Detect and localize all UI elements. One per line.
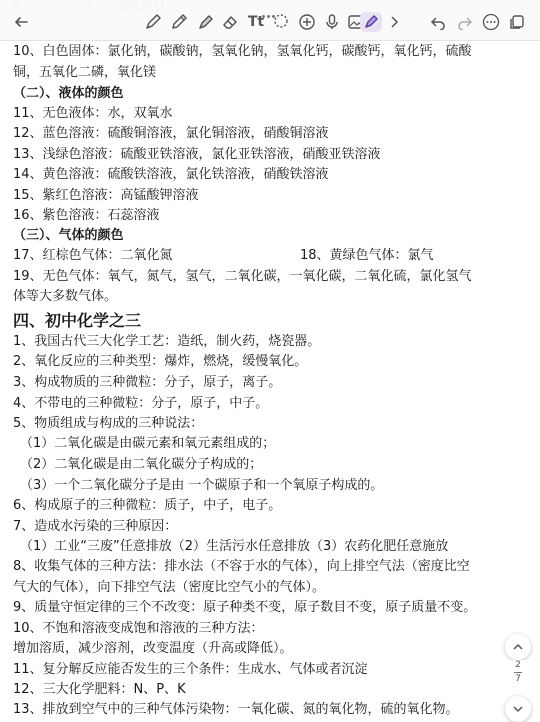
chevron-right-icon[interactable]	[384, 12, 404, 32]
scroll-down-button[interactable]	[505, 696, 531, 722]
pencil-icon[interactable]	[169, 12, 189, 32]
text-item: 17、红棕色气体：二氧化氮	[13, 248, 173, 263]
eraser-icon[interactable]	[220, 12, 240, 32]
microphone-icon[interactable]	[322, 12, 342, 32]
chapter-heading: 四、初中化学之三	[13, 311, 142, 330]
undo-icon[interactable]	[428, 12, 448, 32]
text-line: 13、浅绿色溶液：硫酸亚铁溶液，氯化亚铁溶液，硝酸亚铁溶液	[13, 147, 381, 162]
text-line: 4、不带电的三种微粒：分子，原子，中子。	[13, 396, 269, 411]
text-line: 10、白色固体：氯化钠，碳酸钠，氢氧化钠，氢氧化钙，碳酸钙，氧化钙，硫酸	[13, 44, 472, 59]
text-line: 16、紫色溶液：石蕊溶液	[13, 208, 160, 223]
text-line: 12、蓝色溶液：硫酸铜溶液，氯化铜溶液，硝酸铜溶液	[13, 126, 329, 141]
text-line: 气大的气体），向下排空气法（密度比空气小的气体）。	[13, 580, 326, 595]
text-line: 5、物质组成与构成的三种说法：	[13, 416, 204, 431]
text-line: （1）工业“三废”任意排放（2）生活污水任意排放（3）农药化肥任意施放	[20, 539, 449, 554]
color-pen-icon[interactable]	[360, 12, 382, 32]
text-line: （2）二氧化碳是由二氧化碳分子构成的；	[20, 457, 263, 472]
text-line: 6、构成原子的三种微粒：质子，中子，电子。	[13, 498, 282, 513]
more-icon[interactable]	[481, 12, 501, 32]
text-line: （3）一个二氧化碳分子是由 一个碳原子和一个氧原子构成的。	[20, 478, 384, 493]
lasso-icon[interactable]	[271, 12, 291, 32]
text-line: 11、无色液体：水，双氧水	[13, 106, 173, 121]
text-line: 铜，五氧化二磷，氧化镁	[13, 65, 157, 80]
drag-handle[interactable]	[262, 3, 278, 7]
text-line: 1、我国古代三大化学工艺：造纸，制火药，烧瓷器。	[13, 334, 321, 349]
text-line: 9、质量守恒定律的三个不改变：原子种类不变，原子数目不变，原子质量不变。	[13, 600, 477, 615]
text-line: 19、无色气体：氧气，氮气，氢气，二氧化碳，一氧化碳，二氧化硫，氯化氢气	[13, 269, 472, 284]
text-line: 11、复分解反应能否发生的三个条件：生成水、气体或者沉淀	[13, 662, 368, 677]
text-line: 13、排放到空气中的三种气体污染物：一氧化碳、氮的氧化物，硫的氧化物。	[13, 702, 459, 717]
text-line: 8、收集气体的三种方法：排水法（不容于水的气体），向上排空气法（密度比空	[13, 559, 470, 574]
highlighter-icon[interactable]	[195, 12, 215, 32]
text-line: 15、紫红色溶液：高锰酸钾溶液	[13, 188, 199, 203]
text-line: 2、氧化反应的三种类型：爆炸，燃烧，缓慢氧化。	[13, 354, 308, 369]
text-tool-icon[interactable]: Tt	[247, 14, 265, 30]
pages-icon[interactable]	[507, 12, 527, 32]
text-line: 10、不饱和溶液变成饱和溶液的三种方法：	[13, 621, 264, 636]
scroll-up-button[interactable]	[505, 634, 531, 660]
add-icon[interactable]	[297, 12, 317, 32]
text-line: 14、黄色溶液：硫酸铁溶液，氯化铁溶液，硝酸铁溶液	[13, 167, 329, 182]
pen-icon[interactable]	[143, 12, 163, 32]
back-arrow-icon[interactable]	[11, 12, 31, 32]
redo-icon[interactable]	[455, 12, 475, 32]
text-item: 18、黄绿色气体：氯气	[300, 248, 434, 263]
text-line	[13, 246, 523, 266]
text-line: 3、构成物质的三种微粒：分子，原子，离子。	[13, 375, 282, 390]
annotation-toolbar	[0, 0, 540, 41]
text-line: 体等大多数气体。	[13, 289, 118, 304]
text-line: 12、三大化学肥料：N、P、K	[13, 682, 186, 697]
current-page: 2	[515, 660, 521, 670]
section-heading: （二）、液体的颜色	[13, 86, 124, 101]
text-line: （1）二氧化碳是由碳元素和氧元素组成的；	[20, 436, 276, 451]
page-indicator	[505, 660, 531, 696]
text-line: 增加溶质，减少溶剂，改变温度（升高或降低）。	[13, 641, 293, 656]
text-line: 7、造成水污染的三种原因：	[13, 519, 178, 534]
total-pages: 7	[515, 674, 521, 684]
section-heading: （三）、气体的颜色	[13, 228, 124, 243]
